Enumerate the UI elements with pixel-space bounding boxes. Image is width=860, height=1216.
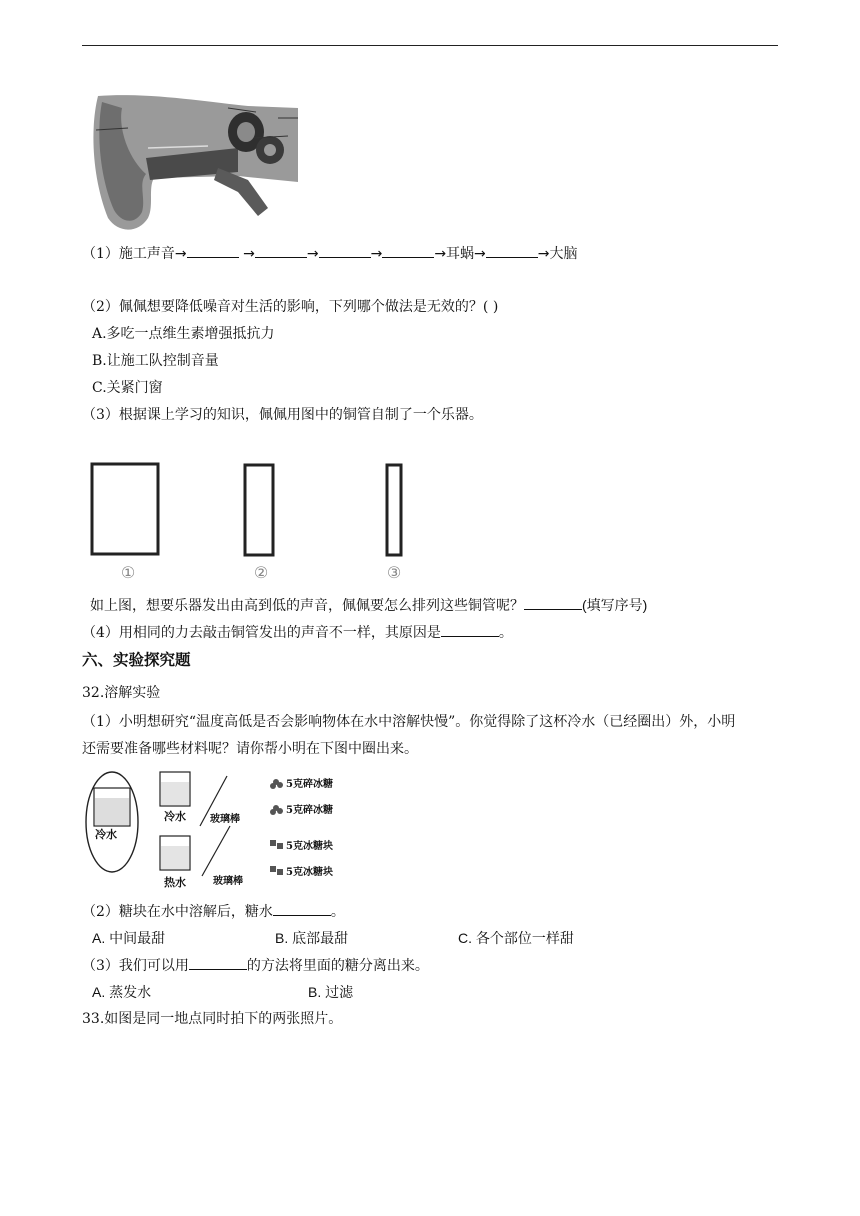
q33-text: 33.如图是同一地点同时拍下的两张照片。 [82,1011,343,1027]
tube-label-1: ① [120,563,136,582]
q32-part3 [82,955,429,976]
q32-part1-line1: （1）小明想研究“温度高低是否会影响物体在水中溶解快慢”。你觉得除了这杯冷水（已经圈出）外，小明 [82,714,736,730]
arrow-icon: → [306,246,319,262]
option-a[interactable]: A.多吃一点维生素增强抵抗力 [92,326,275,342]
section-heading: 六、实验探究题 [82,651,191,669]
q-ear-sound-path [82,243,578,264]
answer-blank[interactable] [524,595,582,610]
q-ear-part3-follow [90,595,647,616]
option-a[interactable]: A. 蒸发水 [92,984,152,1000]
option-b[interactable]: B. 过滤 [308,984,354,1000]
arrow-icon: → [370,246,383,262]
q-ear-part2: （2）佩佩想要降低噪音对生活的影响，下列哪个做法是无效的？( ) [82,299,499,315]
dissolving-materials-figure [82,766,352,894]
hot-water-label: 热水 [164,876,186,889]
answer-blank[interactable] [441,622,499,637]
part2-question: （2）糖块在水中溶解后，糖水 [82,904,273,920]
q-ear-part4 [82,622,513,643]
cold-water-label: 冷水 [164,810,186,823]
answer-blank[interactable] [319,243,371,258]
arrow-icon: → [474,246,486,262]
copper-tubes-figure [84,452,424,584]
option-a[interactable]: A. 中间最甜 [92,930,166,946]
option-b[interactable]: B.让施工队控制音量 [92,353,219,369]
answer-blank[interactable] [189,955,247,970]
follow-hint: (填写序号) [582,597,648,613]
part3-end: 的方法将里面的糖分离出来。 [246,958,429,974]
q-ear-part3: （3）根据课上学习的知识，佩佩用图中的铜管自制了一个乐器。 [82,407,483,423]
arrow-icon: → [537,246,550,262]
arrow-icon: → [434,246,447,262]
brain-label: 大脑 [549,246,578,262]
part2-end: 。 [330,904,345,920]
answer-blank[interactable] [187,243,239,258]
q32-part2 [82,901,345,922]
sugar-label-2: 5克碎冰糖 [286,805,333,816]
q32-part1-line2: 还需要准备哪些材料呢？请你帮小明在下图中圈出来。 [82,741,418,757]
sugar-label-4: 5克冰糖块 [286,867,333,878]
answer-blank[interactable] [273,901,331,916]
part4-end: 。 [498,625,513,641]
circled-cold-water-label: 冷水 [95,828,117,841]
sugar-label-3: 5克冰糖块 [286,841,333,852]
part3-question: （3）我们可以用 [82,958,189,974]
header-rule [82,45,778,46]
arrow-icon: → [243,246,255,262]
answer-blank[interactable] [486,243,538,258]
sound-path-start: （1）施工声音 [82,246,175,262]
sugar-label-1: 5克碎冰糖 [286,779,333,790]
option-c[interactable]: C.关紧门窗 [92,380,163,396]
tube-label-2: ② [253,563,269,582]
ear-anatomy-image [88,88,300,234]
tube-label-3: ③ [386,563,402,582]
option-b[interactable]: B. 底部最甜 [275,930,349,946]
glass-rod-label-2: 玻璃棒 [213,876,243,887]
option-c[interactable]: C. 各个部位一样甜 [458,930,574,946]
arrow-icon: → [174,246,187,262]
q32-title: 32.溶解实验 [82,685,161,701]
follow-question: 如上图，想要乐器发出由高到低的声音，佩佩要怎么排列这些铜管呢？ [90,598,524,614]
answer-blank[interactable] [255,243,307,258]
cochlea-label: 耳蜗 [446,246,475,262]
glass-rod-label-1: 玻璃棒 [210,814,240,825]
part4-question: （4）用相同的力去敲击铜管发出的声音不一样，其原因是 [82,625,441,641]
answer-blank[interactable] [382,243,434,258]
